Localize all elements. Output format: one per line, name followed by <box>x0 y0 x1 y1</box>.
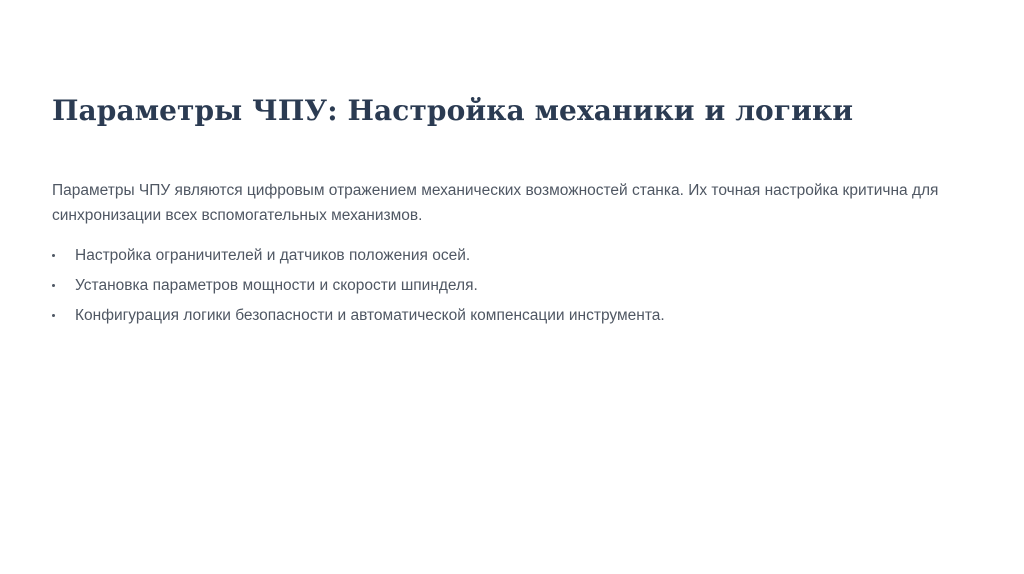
intro-paragraph: Параметры ЧПУ являются цифровым отражением механических возможностей станка. Их точная настройка критична для синхронизации всех вспомогательных механизмов. <box>52 182 939 224</box>
list-item-text: Конфигурация логики безопасности и автоматической компенсации инструмента. <box>75 307 665 324</box>
list-item <box>52 303 665 328</box>
list-item-text: Установка параметров мощности и скорости шпинделя. <box>75 277 478 294</box>
bullet-list <box>52 243 665 333</box>
list-item-text: Настройка ограничителей и датчиков положения осей. <box>75 247 471 264</box>
bullet-dot-icon <box>52 254 55 257</box>
list-item <box>52 273 665 298</box>
list-item <box>52 243 665 268</box>
bullet-dot-icon <box>52 314 55 317</box>
slide-title: Параметры ЧПУ: Настройка механики и логики <box>52 94 854 127</box>
bullet-dot-icon <box>52 284 55 287</box>
